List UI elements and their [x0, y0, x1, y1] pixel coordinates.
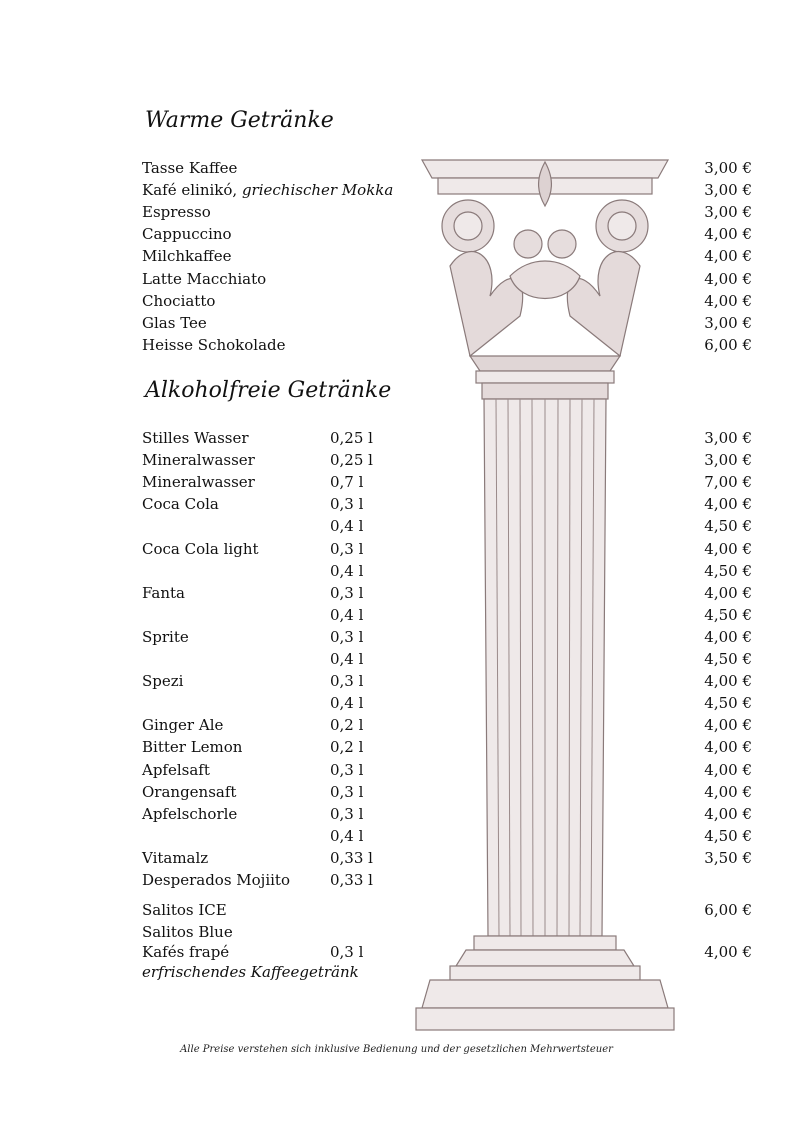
menu-row: [142, 692, 752, 714]
item-name: Apfelschorle: [142, 804, 238, 823]
item-volume: 0,4 l: [330, 517, 364, 536]
item-volume: 0,2 l: [330, 716, 364, 735]
item-name: Mineralwasser: [142, 451, 255, 470]
menu-row: [142, 648, 752, 670]
item-name: Coca Cola light: [142, 539, 259, 558]
menu-row: [142, 582, 752, 604]
item-price: 6,00 €: [704, 901, 752, 920]
item-name: Sprite: [142, 627, 189, 646]
menu-row: [142, 245, 752, 267]
item-price: 4,00 €: [704, 225, 752, 244]
menu-row: [142, 538, 752, 560]
item-volume: 0,3 l: [330, 804, 364, 823]
menu-row: [142, 179, 752, 201]
item-name: Kafés frapé: [142, 943, 230, 962]
item-volume: 0,4 l: [330, 694, 364, 713]
item-name: Stilles Wasser: [142, 429, 249, 447]
item-price: 4,00 €: [704, 804, 752, 823]
menu-row: [142, 427, 752, 449]
item-volume: 0,4 l: [330, 650, 364, 668]
item-price: 4,00 €: [704, 269, 752, 288]
item-price: 4,00 €: [704, 291, 752, 310]
frappe-note: erfrischendes Kaffeegetränk: [142, 963, 359, 981]
menu-row: [142, 515, 752, 537]
menu-row: [142, 334, 752, 356]
item-price: 4,00 €: [704, 760, 752, 779]
item-volume: 0,3 l: [330, 760, 364, 779]
item-volume: 0,3 l: [330, 627, 364, 646]
item-name: Ginger Ale: [142, 716, 224, 735]
menu-row: [142, 560, 752, 582]
item-volume: 0,25 l: [330, 429, 373, 447]
item-price: 3,00 €: [704, 203, 752, 222]
price-footnote: Alle Preise verstehen sich inklusive Bedienung und der gesetzlichen Mehrwertsteuer: [180, 1044, 613, 1055]
item-price: 4,00 €: [704, 716, 752, 735]
menu-row: [142, 449, 752, 471]
item-price: 4,00 €: [704, 782, 752, 801]
item-name: Mineralwasser: [142, 473, 255, 492]
menu-row: [142, 941, 752, 963]
item-name: Kafé elinikó, griechischer Mokka: [142, 181, 394, 200]
menu-row: [142, 157, 752, 179]
item-name: Orangensaft: [142, 782, 237, 801]
item-volume: 0,3 l: [330, 583, 364, 602]
item-name: Salitos Blue: [142, 923, 233, 942]
item-volume: 0,4 l: [330, 561, 364, 580]
item-volume: 0,33 l: [330, 848, 373, 867]
menu-row: [142, 781, 752, 803]
item-price: 4,00 €: [704, 738, 752, 757]
item-volume: 0,3 l: [330, 943, 364, 962]
menu-row: [142, 290, 752, 312]
menu-row: [142, 471, 752, 493]
item-name: Glas Tee: [142, 313, 207, 332]
item-name: Bitter Lemon: [142, 738, 243, 757]
item-name: Spezi: [142, 672, 184, 691]
warm-drinks-title: Warme Getränke: [145, 108, 334, 133]
item-price: 6,00 €: [704, 335, 752, 354]
item-price: 4,00 €: [704, 943, 752, 962]
item-price: 3,00 €: [704, 451, 752, 470]
item-name: Apfelsaft: [142, 760, 210, 779]
item-volume: 0,25 l: [330, 451, 373, 470]
item-name: Desperados Mojiito: [142, 871, 290, 889]
item-price: 4,50 €: [704, 694, 752, 713]
softdrinks-title: Alkoholfreie Getränke: [145, 378, 392, 403]
menu-row: [142, 670, 752, 692]
item-price: 3,00 €: [704, 159, 752, 177]
item-volume: 0,4 l: [330, 605, 364, 624]
item-price: 4,50 €: [704, 826, 752, 845]
menu-row: [142, 803, 752, 825]
item-price: 4,00 €: [704, 495, 752, 514]
menu-row: [142, 312, 752, 334]
item-name: Espresso: [142, 203, 211, 222]
menu-row: [142, 759, 752, 781]
item-volume: 0,3 l: [330, 782, 364, 801]
menu-row: [142, 201, 752, 223]
item-price: 4,00 €: [704, 627, 752, 646]
item-volume: 0,7 l: [330, 473, 364, 492]
item-volume: 0,2 l: [330, 738, 364, 757]
item-name: Coca Cola: [142, 495, 219, 514]
menu-row: [142, 626, 752, 648]
item-name: Latte Macchiato: [142, 269, 267, 288]
item-price: 7,00 €: [704, 473, 752, 492]
item-name: Tasse Kaffee: [142, 159, 238, 177]
item-price: 4,50 €: [704, 650, 752, 668]
menu-row: [142, 847, 752, 869]
item-price: 4,00 €: [704, 672, 752, 691]
menu-row: [142, 899, 752, 921]
menu-row: [142, 268, 752, 290]
menu-row: [142, 604, 752, 626]
item-volume: 0,3 l: [330, 672, 364, 691]
item-price: 4,00 €: [704, 247, 752, 266]
menu-row: [142, 736, 752, 758]
item-name: Salitos ICE: [142, 901, 227, 920]
menu-row: [142, 869, 752, 891]
item-price: 4,50 €: [704, 605, 752, 624]
item-price: 4,50 €: [704, 561, 752, 580]
item-price: 3,50 €: [704, 848, 752, 867]
item-price: 4,00 €: [704, 583, 752, 602]
item-name: Cappuccino: [142, 225, 232, 244]
menu-row: [142, 493, 752, 515]
item-name: Vitamalz: [142, 848, 209, 867]
item-volume: 0,3 l: [330, 495, 364, 514]
item-price: 3,00 €: [704, 429, 752, 447]
item-name: Chociatto: [142, 291, 216, 310]
menu-row: [142, 921, 752, 943]
menu-row: [142, 223, 752, 245]
item-price: 4,50 €: [704, 517, 752, 536]
menu-row: [142, 714, 752, 736]
menu-row: [142, 825, 752, 847]
item-price: 3,00 €: [704, 313, 752, 332]
item-name: Milchkaffee: [142, 247, 232, 266]
item-name: Heisse Schokolade: [142, 335, 286, 354]
item-volume: 0,3 l: [330, 539, 364, 558]
item-volume: 0,33 l: [330, 871, 373, 889]
item-price: 3,00 €: [704, 181, 752, 200]
item-name-suffix: griechischer Mokka: [237, 181, 394, 200]
item-price: 4,00 €: [704, 539, 752, 558]
item-name: Fanta: [142, 583, 185, 602]
item-volume: 0,4 l: [330, 826, 364, 845]
